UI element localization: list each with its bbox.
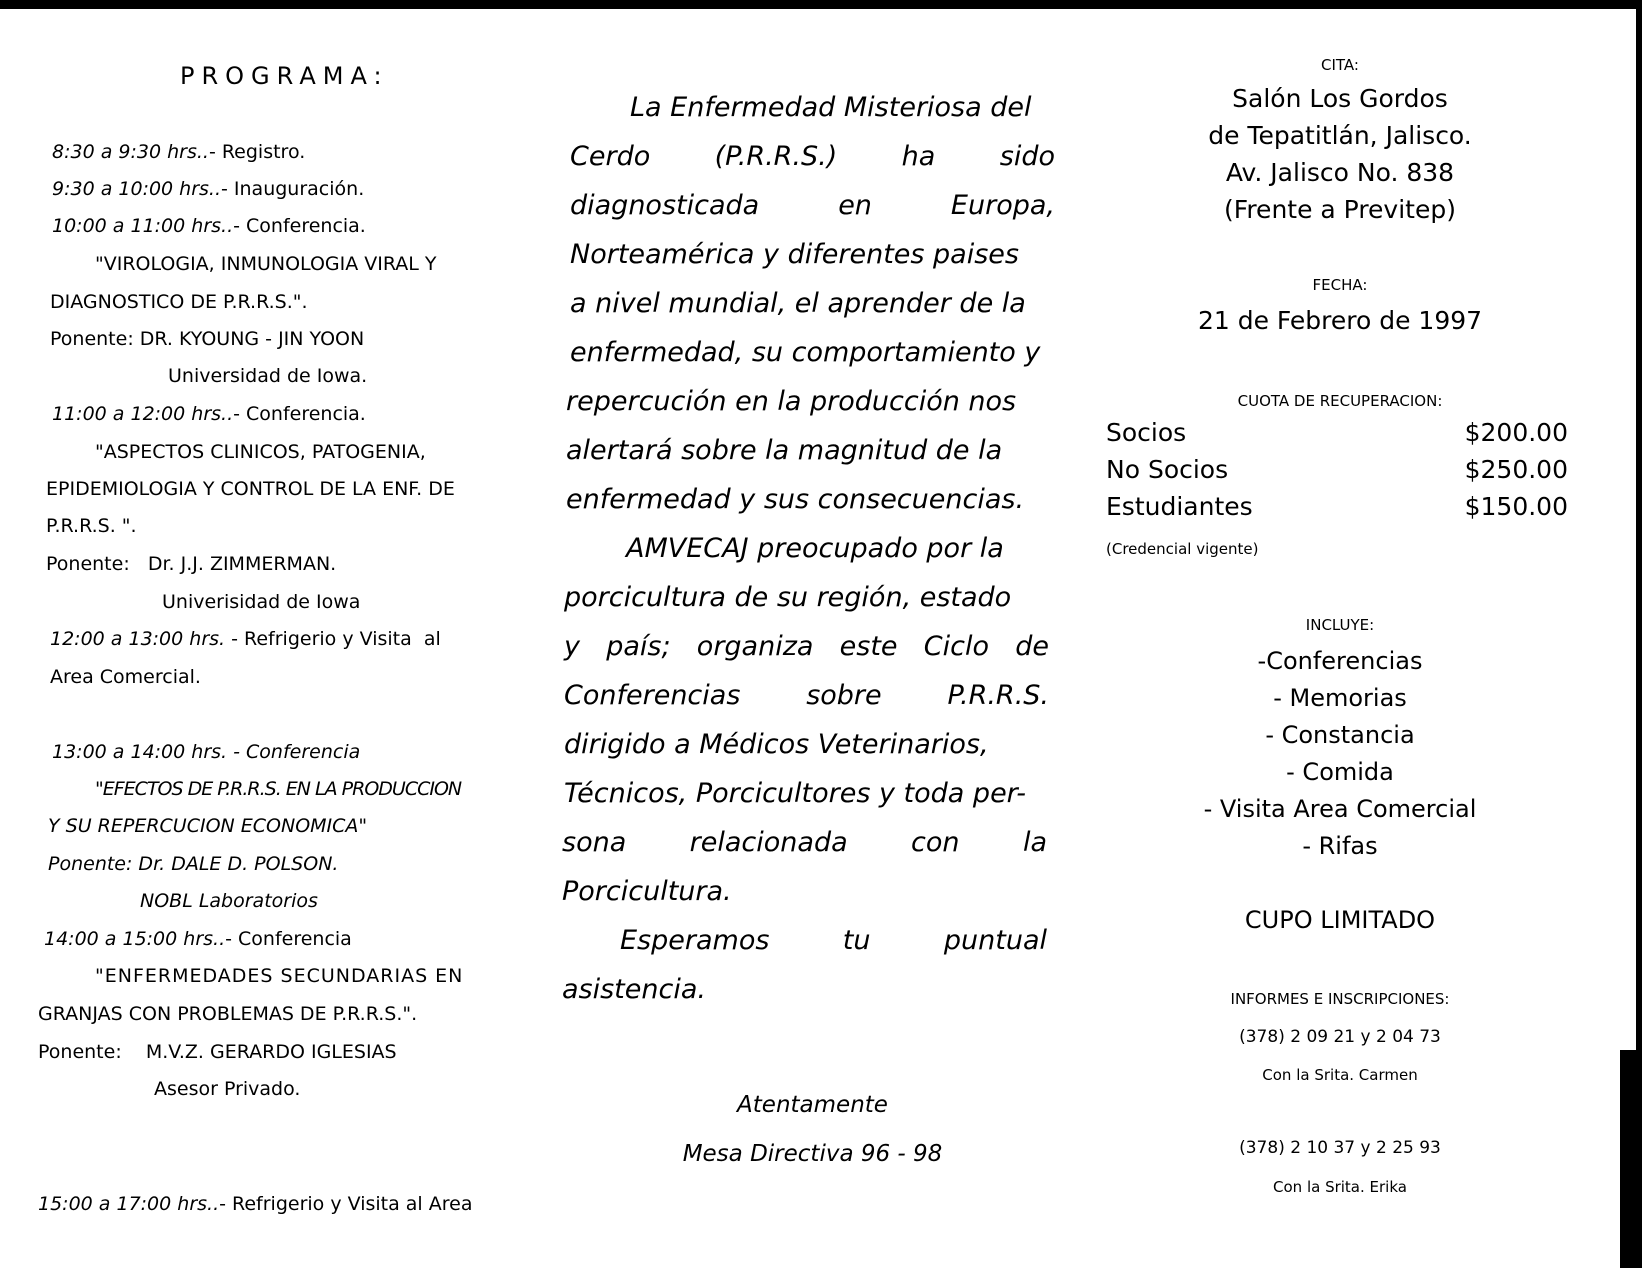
fee-price: $200.00: [1464, 418, 1568, 447]
venue-label: CITA:: [1321, 56, 1359, 74]
program-item: 15:00 a 17:00 hrs..- Refrigerio y Visita al Area: [38, 1193, 473, 1215]
intro-line: y país; organiza este Ciclo de: [564, 631, 1049, 662]
venue-line: (Frente a Previtep): [1224, 195, 1456, 224]
fee-row: [1106, 418, 1568, 447]
contact-person: Con la Srita. Carmen: [1262, 1066, 1418, 1084]
program-item: 9:30 a 10:00 hrs..- Inauguración.: [52, 178, 365, 200]
intro-line: porcicultura de su región, estado: [564, 582, 1012, 613]
fee-category: No Socios: [1106, 455, 1229, 484]
talk-title: EPIDEMIOLOGIA Y CONTROL DE LA ENF. DE: [46, 478, 455, 500]
date-label: FECHA:: [1312, 276, 1368, 294]
speaker-affiliation: Universidad de Iowa.: [168, 365, 368, 387]
contact-person: Con la Srita. Erika: [1273, 1178, 1407, 1196]
intro-line: diagnosticada en Europa,: [570, 190, 1055, 221]
intro-line: a nivel mundial, el aprender de la: [570, 288, 1026, 319]
venue-line: Salón Los Gordos: [1232, 84, 1448, 113]
fee-note: (Credencial vigente): [1106, 540, 1259, 558]
speaker-affiliation: Asesor Privado.: [154, 1078, 301, 1100]
contact-label: INFORMES E INSCRIPCIONES:: [1230, 990, 1450, 1008]
talk-title: "EFECTOS DE P.R.R.S. EN LA PRODUCCION: [95, 778, 462, 800]
speaker-affiliation: NOBL Laboratorios: [140, 890, 318, 912]
intro-line: asistencia.: [562, 974, 706, 1005]
scan-right-border-lower: [1620, 1050, 1642, 1268]
includes-item: -Conferencias: [1257, 647, 1423, 675]
includes-item: - Memorias: [1273, 684, 1407, 712]
intro-line: Norteamérica y diferentes paises: [570, 239, 1019, 270]
intro-line: Técnicos, Porcicultores y toda per-: [564, 778, 1027, 809]
venue-line: Av. Jalisco No. 838: [1225, 158, 1455, 187]
includes-label: INCLUYE:: [1305, 616, 1375, 634]
intro-line: Porcicultura.: [562, 876, 732, 907]
talk-title: P.R.R.S. ".: [46, 515, 137, 537]
fee-category: Socios: [1106, 418, 1187, 447]
contact-phone: (378) 2 09 21 y 2 04 73: [1239, 1027, 1441, 1047]
scan-top-border: [0, 0, 1642, 9]
intro-line: sona relacionada con la: [562, 827, 1047, 858]
includes-item: - Constancia: [1265, 721, 1415, 749]
intro-line: alertará sobre la magnitud de la: [566, 435, 1003, 466]
intro-line: Esperamos tu puntual: [620, 925, 1047, 956]
speaker-affiliation: Univerisidad de Iowa: [162, 591, 361, 613]
event-date: 21 de Febrero de 1997: [1197, 306, 1483, 335]
program-item: 11:00 a 12:00 hrs..- Conferencia.: [52, 403, 366, 425]
talk-title: Y SU REPERCUCION ECONOMICA": [48, 815, 368, 837]
fee-price: $250.00: [1464, 455, 1568, 484]
includes-item: - Visita Area Comercial: [1203, 795, 1477, 823]
intro-line: enfermedad y sus consecuencias.: [566, 484, 1025, 515]
intro-line: Conferencias sobre P.R.R.S.: [564, 680, 1049, 711]
fee-row: [1106, 455, 1568, 484]
intro-line: Cerdo (P.R.R.S.) ha sido: [570, 141, 1055, 172]
program-item: 13:00 a 14:00 hrs. - Conferencia: [52, 741, 361, 763]
intro-line: enfermedad, su comportamiento y: [570, 337, 1041, 368]
program-item: 8:30 a 9:30 hrs..- Registro.: [52, 141, 306, 163]
intro-line: AMVECAJ preocupado por la: [626, 533, 1004, 564]
fee-label: CUOTA DE RECUPERACION:: [1237, 392, 1443, 410]
speaker: Ponente: M.V.Z. GERARDO IGLESIAS: [38, 1041, 397, 1063]
venue-line: de Tepatitlán, Jalisco.: [1208, 121, 1472, 150]
speaker: Ponente: DR. KYOUNG - JIN YOON: [50, 328, 365, 350]
intro-line: La Enfermedad Misteriosa del: [630, 92, 1032, 123]
program-item: 14:00 a 15:00 hrs..- Conferencia: [44, 928, 352, 950]
speaker: Ponente: Dr. J.J. ZIMMERMAN.: [46, 553, 337, 575]
fee-price: $150.00: [1464, 492, 1568, 521]
program-item-continued: Area Comercial.: [50, 666, 201, 688]
limited-notice: CUPO LIMITADO: [1244, 906, 1436, 934]
includes-item: - Rifas: [1302, 832, 1378, 860]
program-title: PROGRAMA:: [180, 62, 389, 90]
fee-category: Estudiantes: [1106, 492, 1253, 521]
speaker: Ponente: Dr. DALE D. POLSON.: [48, 853, 339, 875]
talk-title: "ASPECTOS CLINICOS, PATOGENIA,: [95, 441, 426, 463]
intro-line: repercución en la producción nos: [566, 386, 1017, 417]
talk-title: "VIROLOGIA, INMUNOLOGIA VIRAL Y: [95, 253, 437, 275]
talk-title: "ENFERMEDADES SECUNDARIAS EN: [95, 965, 464, 987]
talk-title: GRANJAS CON PROBLEMAS DE P.R.R.S.".: [38, 1003, 418, 1025]
talk-title: DIAGNOSTICO DE P.R.R.S.".: [50, 291, 308, 313]
contact-phone: (378) 2 10 37 y 2 25 93: [1239, 1138, 1441, 1158]
signature: Mesa Directiva 96 - 98: [682, 1141, 943, 1167]
intro-line: dirigido a Médicos Veterinarios,: [564, 729, 989, 760]
program-item: 10:00 a 11:00 hrs..- Conferencia.: [52, 215, 366, 237]
fee-row: [1106, 492, 1568, 521]
program-item: 12:00 a 13:00 hrs. - Refrigerio y Visita al: [50, 628, 441, 650]
closing: Atentamente: [737, 1092, 888, 1118]
includes-item: - Comida: [1286, 758, 1394, 786]
